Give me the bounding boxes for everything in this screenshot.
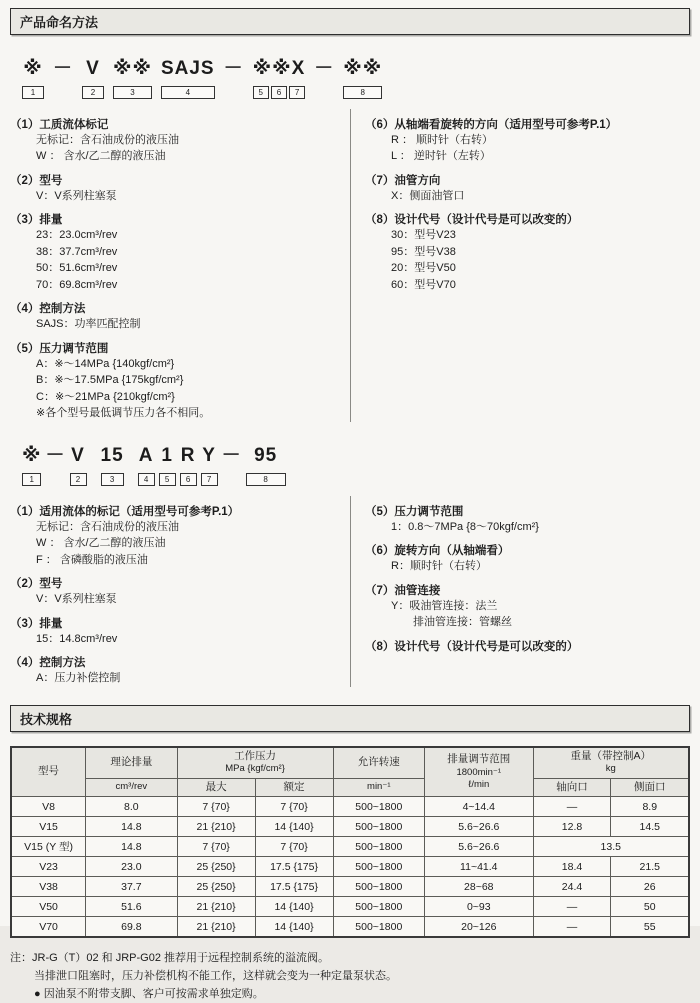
explanation-column-left [10, 496, 350, 687]
naming-explanations-1 [10, 109, 690, 422]
cell-rated-pressure: 14 {140} [255, 897, 333, 917]
cell-weight-merged: 13.5 [533, 837, 689, 857]
cell-weight-side: 50 [611, 897, 689, 917]
naming-item [10, 340, 342, 422]
explanation-column-right [350, 109, 690, 422]
item-heading: （6）从轴端看旋转的方向（适用型号可参考P.1） [365, 118, 618, 131]
col-header-weight [533, 747, 689, 778]
cell-model: V8 [11, 797, 86, 817]
naming-item [10, 172, 342, 205]
cell-range: 5.6~26.6 [425, 817, 533, 837]
cell-weight-axial: — [533, 917, 611, 938]
item-line: B：※～17.5MPa {175kgf/cm²} [36, 374, 184, 387]
item-line: A：压力补偿控制 [36, 672, 121, 685]
code-text: ※※X [252, 58, 306, 79]
col-header-max: 最大 [177, 778, 255, 797]
cell-max-pressure: 7 {70} [177, 797, 255, 817]
table-row [11, 837, 689, 857]
position-box: 6 [180, 473, 197, 486]
naming-item [365, 116, 690, 165]
cell-model: V23 [11, 857, 86, 877]
explanation-column-left [10, 109, 350, 422]
note-line: 注：JR-G（T）02 和 JRP-G02 推荐用于远程控制系统的溢流阀。 [10, 952, 330, 965]
item-line: 38：37.7cm³/rev [36, 245, 118, 258]
item-line: V：V系列柱塞泵 [36, 189, 117, 202]
code-text: － [223, 58, 244, 79]
cell-weight-side: 14.5 [611, 817, 689, 837]
naming-explanations-2 [10, 496, 690, 687]
code-text: － [314, 58, 335, 79]
item-heading: （5）压力调节范围 [10, 342, 109, 355]
item-heading: （2）型号 [10, 174, 63, 187]
code-segment [82, 59, 104, 99]
item-line: 无标记：含石油成份的液压油 [36, 520, 179, 533]
col-header-pressure-label: 工作压力 [234, 749, 277, 762]
code-segment [70, 446, 87, 486]
item-heading: （1）工质流体标记 [10, 118, 109, 131]
cell-displacement: 8.0 [86, 797, 178, 817]
table-row [11, 857, 689, 877]
cell-rated-pressure: 14 {140} [255, 917, 333, 938]
naming-item [365, 503, 690, 536]
cell-speed: 500~1800 [333, 837, 425, 857]
cell-weight-side: 26 [611, 877, 689, 897]
table-row [11, 817, 689, 837]
item-heading: （4）控制方法 [10, 303, 86, 316]
item-line: C：※～21MPa {210kgf/cm²} [36, 390, 175, 403]
code-text: Y [202, 444, 216, 466]
cell-displacement: 14.8 [86, 837, 178, 857]
code-text: SAJS [160, 58, 215, 79]
notes [10, 950, 690, 1003]
position-box: 6 [271, 86, 287, 99]
code-segment [253, 59, 306, 99]
item-heading: （6）旋转方向（从轴端看） [365, 545, 510, 558]
code-segment [45, 446, 65, 467]
code-text: A [138, 444, 154, 466]
item-heading: （8）设计代号（设计代号是可以改变的） [365, 640, 579, 653]
cell-weight-axial: — [533, 897, 611, 917]
cell-range: 28~68 [425, 877, 533, 897]
code-segment [101, 446, 124, 486]
naming-item [10, 615, 342, 648]
position-box: 7 [289, 86, 305, 99]
item-line: Y：吸油管连接：法兰 [391, 599, 498, 612]
cell-max-pressure: 21 {210} [177, 917, 255, 938]
table-row [11, 797, 689, 817]
model-code-2 [22, 446, 690, 486]
code-text: R [180, 444, 196, 466]
item-line: 23：23.0cm³/rev [36, 229, 118, 242]
naming-item [365, 638, 690, 654]
item-heading: （4）控制方法 [10, 657, 86, 670]
cell-model: V38 [11, 877, 86, 897]
item-line: 1：0.8～7MPa {8～70kgf/cm²} [391, 520, 539, 533]
cell-max-pressure: 7 {70} [177, 837, 255, 857]
item-line: A：※～14MPa {140kgf/cm²} [36, 357, 175, 370]
item-heading: （3）排量 [10, 214, 63, 227]
cell-speed: 500~1800 [333, 917, 425, 938]
cell-weight-axial: 12.8 [533, 817, 611, 837]
table-row [11, 917, 689, 938]
cell-displacement: 37.7 [86, 877, 178, 897]
cell-range: 0~93 [425, 897, 533, 917]
naming-item [365, 582, 690, 631]
cell-displacement: 69.8 [86, 917, 178, 938]
item-heading: （1）适用流体的标记（适用型号可参考P.1） [10, 505, 240, 518]
cell-weight-side: 21.5 [611, 857, 689, 877]
cell-rated-pressure: 17.5 {175} [255, 877, 333, 897]
item-line: R：顺时针（右转） [391, 560, 487, 573]
code-segment [343, 59, 382, 99]
code-segment [201, 446, 218, 486]
cell-range: 11~41.4 [425, 857, 533, 877]
code-text: － [53, 58, 74, 79]
col-header-speed-unit: min⁻¹ [333, 778, 425, 797]
naming-item [10, 300, 342, 333]
col-header-weight-label: 重量（带控制A） [570, 749, 652, 762]
cell-model: V15 [11, 817, 86, 837]
col-header-range-label: 排量调节范围 [447, 752, 511, 765]
item-line: 60：型号V70 [391, 278, 456, 291]
code-segment [22, 59, 44, 99]
col-header-rated: 额定 [255, 778, 333, 797]
naming-item [10, 503, 342, 569]
col-header-pressure-unit: MPa {kgf/cm²} [225, 763, 285, 775]
naming-item [10, 654, 342, 687]
item-line: L ： 逆时针（左转） [391, 150, 491, 163]
code-segment [180, 446, 197, 486]
code-segment [222, 446, 242, 467]
cell-range: 5.6~26.6 [425, 837, 533, 857]
code-segment [113, 59, 152, 99]
item-line: 30：型号V23 [391, 229, 456, 242]
col-header-speed: 允许转速 [333, 747, 425, 778]
cell-displacement: 23.0 [86, 857, 178, 877]
cell-rated-pressure: 14 {140} [255, 817, 333, 837]
item-line: W ： 含水/乙二醇的液压油 [36, 537, 166, 550]
item-line: 50：51.6cm³/rev [36, 262, 118, 275]
section-title-specs: 技术规格 [10, 705, 690, 732]
cell-range: 20~126 [425, 917, 533, 938]
item-line: SAJS：功率匹配控制 [36, 318, 141, 331]
cell-speed: 500~1800 [333, 877, 425, 897]
item-line: 95：型号V38 [391, 245, 456, 258]
code-segment [53, 59, 73, 80]
cell-rated-pressure: 17.5 {175} [255, 857, 333, 877]
item-heading: （7）油管方向 [365, 174, 441, 187]
item-heading: （5）压力调节范围 [365, 505, 464, 518]
item-line: ※各个型号最低调节压力各不相同。 [36, 407, 211, 420]
cell-max-pressure: 25 {250} [177, 877, 255, 897]
cell-speed: 500~1800 [333, 817, 425, 837]
position-box: 3 [113, 86, 152, 99]
item-line: F ： 含磷酸脂的液压油 [36, 553, 148, 566]
col-header-range-unit: ℓ/min [468, 778, 490, 790]
code-segment [138, 446, 155, 486]
item-heading: （8）设计代号（设计代号是可以改变的） [365, 214, 579, 227]
cell-model: V15 (Y 型) [11, 837, 86, 857]
item-line: R ： 顺时针（右转） [391, 133, 494, 146]
cell-model: V70 [11, 917, 86, 938]
cell-max-pressure: 21 {210} [177, 817, 255, 837]
position-box: 5 [159, 473, 176, 486]
item-line: 70：69.8cm³/rev [36, 278, 118, 291]
naming-item [365, 542, 690, 575]
code-text: V [71, 444, 85, 466]
cell-max-pressure: 25 {250} [177, 857, 255, 877]
table-row [11, 897, 689, 917]
position-box: 4 [161, 86, 215, 99]
cell-rated-pressure: 7 {70} [255, 797, 333, 817]
table-row [11, 877, 689, 897]
col-header-range-cond: 1800min⁻¹ [456, 766, 502, 778]
code-text: － [221, 444, 242, 466]
section-title-naming: 产品命名方法 [10, 8, 690, 35]
naming-item [10, 575, 342, 608]
position-box: 1 [22, 86, 44, 99]
item-line: 20：型号V50 [391, 262, 456, 275]
item-heading: （2）型号 [10, 578, 63, 591]
code-segment [224, 59, 244, 80]
naming-item [10, 211, 342, 293]
col-header-axial-port: 轴向口 [533, 778, 611, 797]
item-line: W ： 含水/乙二醇的液压油 [36, 150, 166, 163]
item-line: V：V系列柱塞泵 [36, 593, 117, 606]
cell-range: 4~14.4 [425, 797, 533, 817]
code-segment [159, 446, 176, 486]
col-header-displacement: 理论排量 [86, 747, 178, 778]
position-box: 1 [22, 473, 41, 486]
code-text: 1 [161, 444, 173, 466]
position-box: 8 [246, 473, 286, 486]
code-text: － [45, 444, 66, 466]
explanation-column-right [350, 496, 690, 687]
position-box: 2 [70, 473, 87, 486]
specs-table [10, 746, 690, 939]
model-code-1 [22, 59, 690, 99]
note-line: ● 因油泵不附带支脚、客户可按需求单独定购。 [34, 987, 264, 1000]
position-box: 4 [138, 473, 155, 486]
cell-displacement: 14.8 [86, 817, 178, 837]
code-text: ※ [23, 58, 43, 79]
item-line: 15：14.8cm³/rev [36, 632, 118, 645]
col-header-model: 型号 [11, 747, 86, 797]
position-box: 7 [201, 473, 218, 486]
item-line: 排油管连接：管螺丝 [391, 616, 512, 629]
position-box: 8 [343, 86, 382, 99]
col-header-weight-unit: kg [605, 763, 616, 775]
col-header-side-port: 侧面口 [611, 778, 689, 797]
code-text: ※※ [113, 58, 152, 79]
item-line: X：侧面油管口 [391, 189, 465, 202]
cell-weight-axial: 18.4 [533, 857, 611, 877]
item-heading: （3）排量 [10, 617, 63, 630]
col-header-displacement-unit: cm³/rev [86, 778, 178, 797]
code-text: 95 [254, 444, 278, 466]
cell-weight-axial: 24.4 [533, 877, 611, 897]
code-text: V [86, 58, 100, 79]
naming-item [10, 116, 342, 165]
cell-weight-axial: — [533, 797, 611, 817]
col-header-range [425, 747, 533, 797]
code-segment [314, 59, 334, 80]
cell-speed: 500~1800 [333, 897, 425, 917]
code-text: ※ [22, 444, 42, 466]
cell-weight-side: 55 [611, 917, 689, 938]
cell-speed: 500~1800 [333, 797, 425, 817]
position-box: 3 [101, 473, 124, 486]
code-segment [22, 446, 41, 486]
code-segment [246, 446, 286, 486]
cell-speed: 500~1800 [333, 857, 425, 877]
cell-weight-side: 8.9 [611, 797, 689, 817]
code-text: ※※ [343, 58, 383, 79]
cell-model: V50 [11, 897, 86, 917]
item-line: 无标记：含石油成份的液压油 [36, 133, 179, 146]
code-segment [161, 59, 215, 99]
position-box: 5 [253, 86, 269, 99]
code-text: 15 [100, 444, 124, 466]
cell-displacement: 51.6 [86, 897, 178, 917]
naming-item [365, 172, 690, 205]
col-header-pressure [177, 747, 333, 778]
cell-max-pressure: 21 {210} [177, 897, 255, 917]
item-heading: （7）油管连接 [365, 584, 441, 597]
naming-item [365, 211, 690, 293]
note-line: 当排泄口阻塞时，压力补偿机构不能工作，这样就会变为一种定量泵状态。 [34, 970, 397, 982]
position-box: 2 [82, 86, 104, 99]
cell-rated-pressure: 7 {70} [255, 837, 333, 857]
